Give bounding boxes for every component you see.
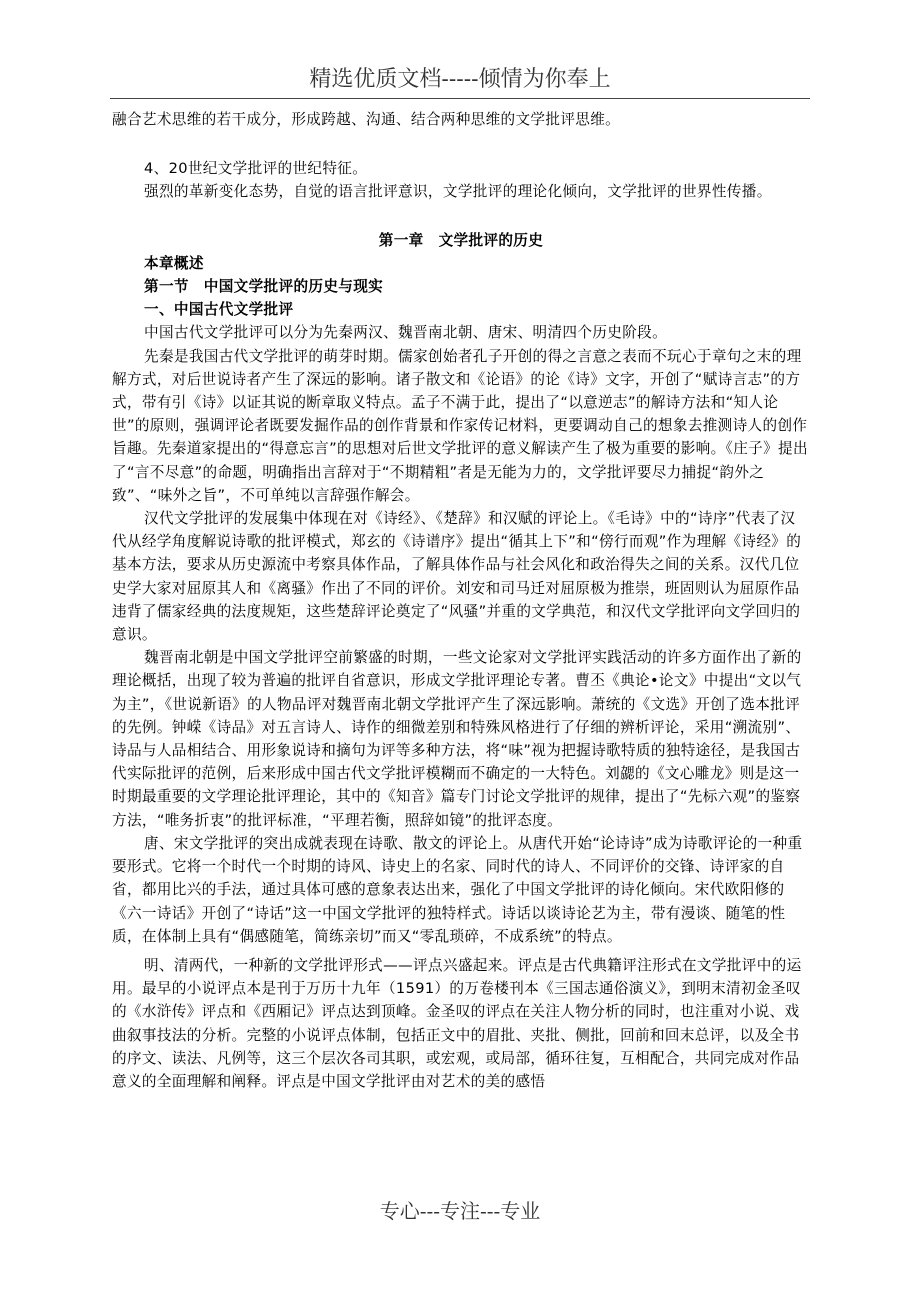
paragraph-tang-song: 唐、宋文学批评的突出成就表现在诗歌、散文的评论上。从唐代开始“论诗诗”成为诗歌评论的一种重要形式。它将一个时代一个时期的诗风、诗史上的名家、同时代的诗人、不同评价的交锋、诗评家的自省，都用比兴的手法，通过具体可感的意象表达出来，强化了中国文学批评的诗化倾向。宋代欧阳修的《六一诗话》开创了“诗话”这一中国文学批评的独特样式。诗话以谈诗论艺为主，带有漫谈、随笔的性质，在体制上具有“偶感随笔，简练亲切”而又“零乱琐碎，不成系统”的特点。 — [112, 834, 803, 945]
chapter-overview-heading: 本章概述 — [144, 254, 204, 272]
paragraph-pre-qin: 先秦是我国古代文学批评的萌芽时期。儒家创始者孔子开创的得之言意之表而不玩心于章句之末的理解方式，对后世说诗者产生了深远的影响。诸子散文和《论语》的论《诗》文字，开创了“赋诗言志”的方式，带有引《诗》以证其说的断章取义特点。孟子不满于此，提出了“以意逆志”的解诗方法和“知人论世”的原则，强调评论者既要发掘作品的创作背景和作家传记材料，更要调动自己的想象去推测诗人的创作旨趣。先秦道家提出的“得意忘言”的思想对后世文学批评的意义解读产生了极为重要的影响。《庄子》提出了“言不尽意”的命题，明确指出言辞对于“不期精粗”者是无能为力的，文学批评要尽力捕捉“韵外之致”、“味外之旨”，不可单纯以言辞强作解会。 — [112, 347, 808, 504]
paragraph-ming-qing: 明、清两代，一种新的文学批评形式——评点兴盛起来。评点是古代典籍评注形式在文学批评中的运用。最早的小说评点本是刊于万历十九年（1591）的万卷楼刊本《三国志通俗演义》，到明末清初金圣叹的《水浒传》评点和《西厢记》评点达到顶峰。金圣叹的评点在关注人物分析的同时，也注重对小说、戏曲叙事技法的分析。完整的小说评点体制，包括正文中的眉批、夹批、侧批，回前和回末总评，以及全书的序文、读法、凡例等，这三个层次各司其职，或宏观，或局部，循环往复，互相配合，共同完成对作品意义的全面理解和阐释。评点是中国文学批评由对艺术的美的感悟 — [112, 956, 802, 1090]
header-rule — [110, 98, 810, 99]
section-1-title: 第一节 中国文学批评的历史与现实 — [144, 278, 384, 296]
paragraph-han: 汉代文学批评的发展集中体现在对《诗经》、《楚辞》和汉赋的评论上。《毛诗》中的“诗序”代表了汉代从经学角度解说诗歌的批评模式，郑玄的《诗谱序》提出“循其上下”和“傍行而观”作为理解《诗经》的基本方法，要求从历史源流中考察具体作品，了解具体作品与社会风化和政治得失之间的关系。汉代几位史学大家对屈原其人和《离骚》作出了不同的评价。刘安和司马迁对屈原极为推崇，班固则认为屈原作品违背了儒家经典的法度规矩，这些楚辞评论奠定了“风骚”并重的文学典范，和汉代文学批评向文学回归的意识。 — [112, 510, 802, 644]
question-4-title: 4、20世纪文学批评的世纪特征。 — [144, 160, 368, 178]
page-header: 精选优质文档-----倾情为你奉上 — [309, 67, 611, 92]
subsection-1-title: 一、中国古代文学批评 — [144, 301, 294, 319]
paragraph-stages: 中国古代文学批评可以分为先秦两汉、魏晋南北朝、唐宋、明清四个历史阶段。 — [144, 324, 668, 342]
paragraph-wei-jin: 魏晋南北朝是中国文学批评空前繁盛的时期，一些文论家对文学批评实践活动的许多方面作出了新的理论概括，出现了较为普遍的批评自省意识，形成文学批评理论专著。曹丕《典论•论文》中提出“文以气为主”，《世说新语》的人物品评对魏晋南北朝文学批评产生了深远影响。萧统的《文选》开创了选本批评的先例。钟嵘《诗品》对五言诗人、诗作的细微差别和特殊风格进行了仔细的辨析评论，采用“溯流别”、诗品与人品相结合、用形象说诗和摘句为评等多种方法，将“味”视为把握诗歌特质的独特途径，是我国古代实际批评的范例，后来形成中国古代文学批评模糊而不确定的一大特色。刘勰的《文心雕龙》则是这一时期最重要的文学理论批评理论，其中的《知音》篇专门讨论文学批评的规律，提出了“先标六观”的鉴察方法，“唯务折衷”的批评标准，“平理若衡，照辞如镜”的批评态度。 — [112, 649, 802, 829]
page-footer: 专心---专注---专业 — [379, 1199, 541, 1223]
chapter-title: 第一章 文学批评的历史 — [378, 231, 544, 249]
document-body — [112, 108, 810, 1093]
question-4-answer: 强烈的革新变化态势，自觉的语言批评意识，文学批评的理论化倾向，文学批评的世界性传播。 — [144, 183, 772, 201]
intro-paragraph: 融合艺术思维的若干成分，形成跨越、沟通、结合两种思维的文学批评思维。 — [112, 111, 621, 128]
